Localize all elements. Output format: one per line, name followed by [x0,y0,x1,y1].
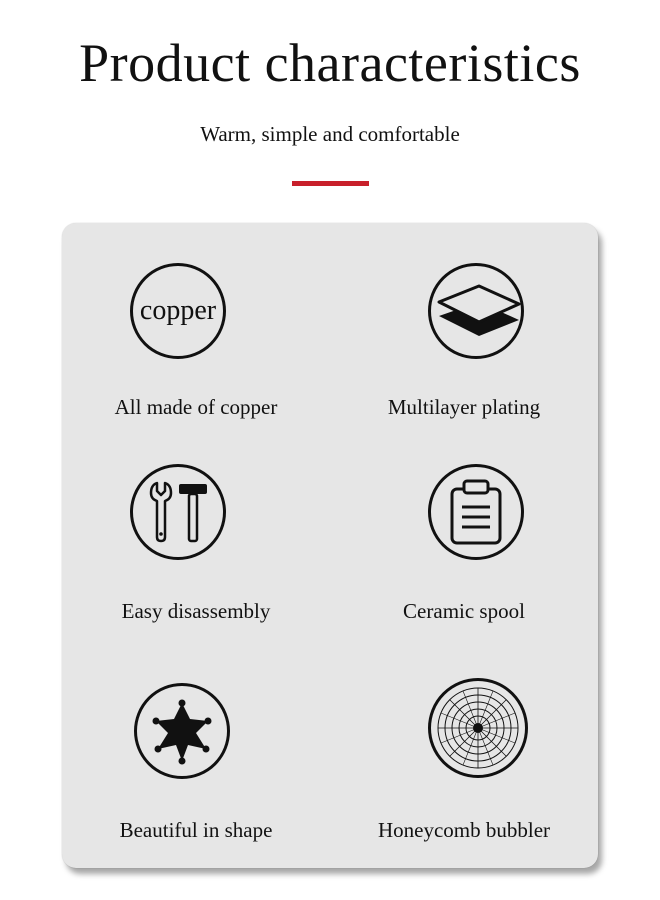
page-title: Product characteristics [79,33,581,93]
tools-icon [130,464,226,560]
feature-label-copper: All made of copper [114,395,278,419]
accent-divider [292,181,369,186]
feature-label-spool: Ceramic spool [403,599,525,623]
feature-label-plating: Multilayer plating [387,395,541,419]
page-subtitle: Warm, simple and comfortable [200,122,460,146]
feature-label-shape: Beautiful in shape [119,818,273,842]
layers-icon [428,263,524,359]
honeycomb-icon [428,678,528,778]
feature-label-bubbler: Honeycomb bubbler [377,818,551,842]
copper-icon-text: copper [139,295,217,326]
clipboard-icon [428,464,524,560]
feature-label-disassembly: Easy disassembly [121,599,271,623]
copper-text-icon [130,263,226,359]
features-card [62,223,598,868]
star-badge-icon [134,683,230,779]
